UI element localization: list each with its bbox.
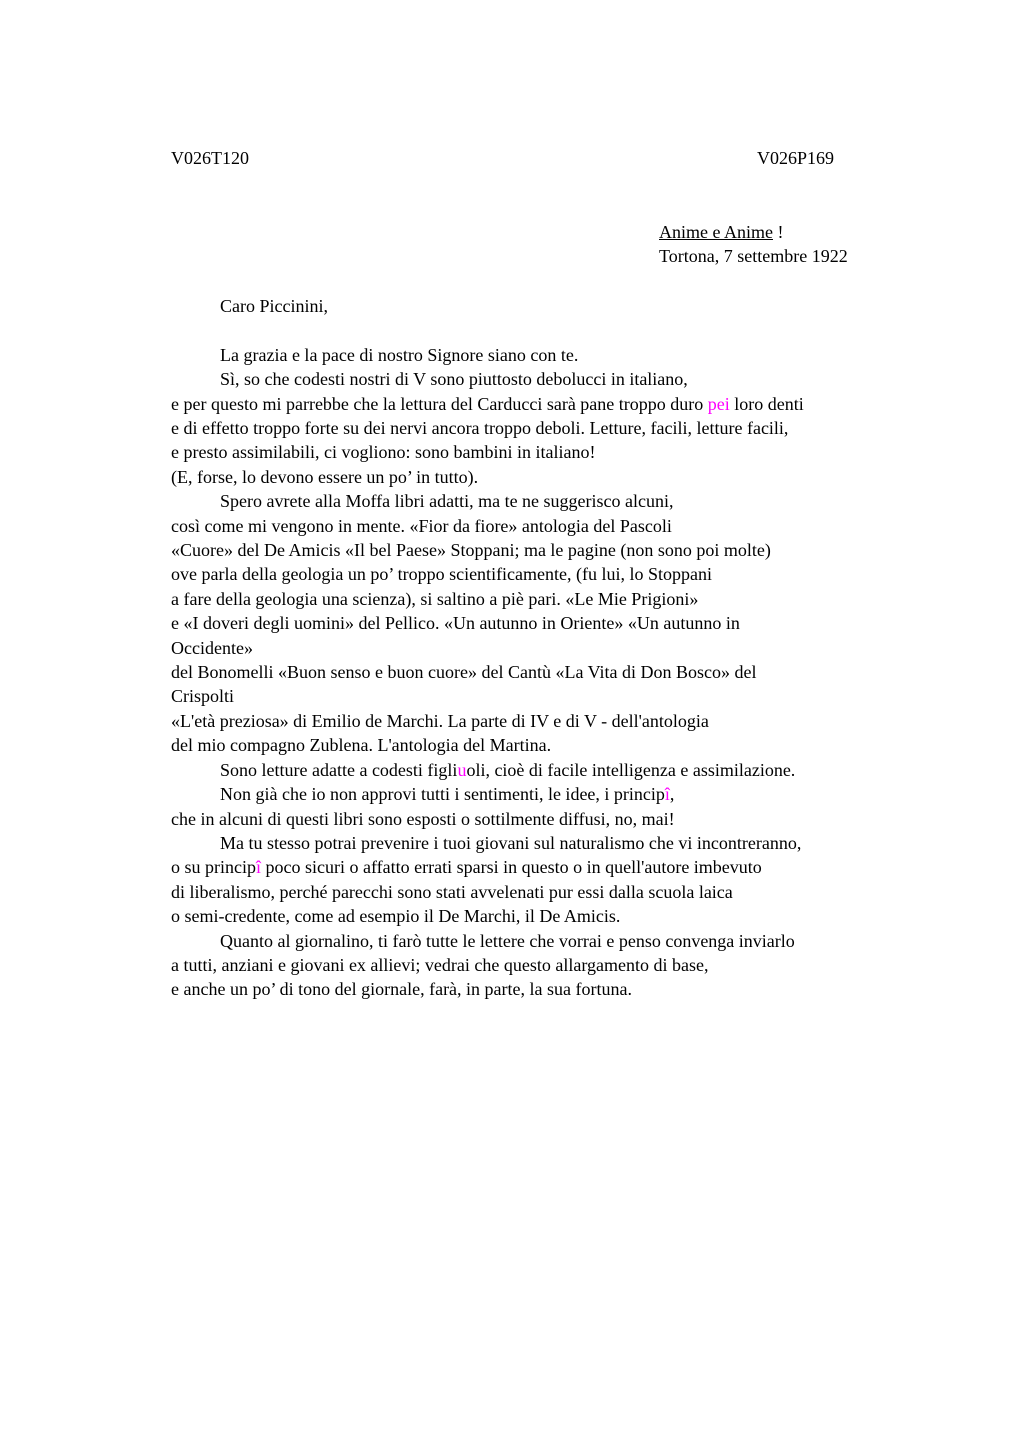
archive-code-right: V026P169 [757, 148, 835, 168]
text-line [171, 587, 911, 611]
text-line [171, 636, 911, 660]
text-line [171, 929, 911, 953]
text-fragment: poco sicuri o affatto errati sparsi in questo o in quell'autore imbevuto [261, 857, 762, 878]
text-fragment: loro denti [729, 393, 804, 414]
text-fragment: e per questo mi parrebbe che la lettura del Carducci sarà pane troppo duro [171, 393, 708, 414]
text-fragment: ove parla della geologia un po’ troppo scientificamente, (fu lui, lo Stoppani [171, 564, 713, 585]
text-fragment: Crispolti [171, 686, 235, 707]
text-line [171, 880, 911, 904]
highlighted-fragment: u [457, 759, 467, 780]
text-fragment: e presto assimilabili, ci vogliono: sono bambini in italiano! [171, 442, 596, 463]
text-fragment: Occidente» [171, 637, 253, 658]
highlighted-fragment: î [256, 857, 262, 878]
text-fragment: Sì, so che codesti nostri di V sono piuttosto debolucci in italiano, [220, 369, 688, 390]
letter-title-suffix: ! [772, 222, 784, 242]
text-line [171, 562, 911, 586]
text-fragment: che in alcuni di questi libri sono esposti o sottilmente diffusi, no, mai! [171, 808, 675, 829]
text-line [171, 465, 911, 489]
text-line [171, 392, 911, 416]
letter-title: Anime e Anime [659, 222, 773, 242]
text-line [171, 831, 911, 855]
text-fragment: «Cuore» del De Amicis «Il bel Paese» Stoppani; ma le pagine (non sono poi molte) [171, 540, 771, 561]
text-fragment: e «I doveri degli uomini» del Pellico. «Un autunno in Oriente» «Un autunno in [171, 613, 740, 634]
letter-heading [659, 220, 848, 268]
text-fragment: La grazia e la pace di nostro Signore siano con te. [220, 344, 579, 365]
text-fragment: a fare della geologia una scienza), si saltino a piè pari. «Le Mie Prigioni» [171, 588, 699, 609]
letter-lines [171, 343, 911, 1002]
text-line [171, 660, 911, 684]
text-line [171, 514, 911, 538]
text-fragment: (E, forse, lo devono essere un po’ in tutto). [171, 466, 479, 487]
text-line [171, 343, 911, 367]
text-line [171, 709, 911, 733]
text-line [171, 440, 911, 464]
text-fragment: Non già che io non approvi tutti i sentimenti, le idee, i princip [220, 784, 665, 805]
text-line [171, 758, 911, 782]
text-fragment: del Bonomelli «Buon senso e buon cuore» del Cantù «La Vita di Don Bosco» del [171, 662, 757, 683]
text-line [171, 904, 911, 928]
text-line [171, 367, 911, 391]
text-line [171, 611, 911, 635]
archive-code-left: V026T120 [171, 148, 249, 168]
text-line [171, 538, 911, 562]
text-fragment: Quanto al giornalino, ti farò tutte le lettere che vorrai e penso convenga inviarlo [220, 930, 795, 951]
text-fragment: oli, cioè di facile intelligenza e assimilazione. [466, 759, 796, 780]
text-fragment: e di effetto troppo forte su dei nervi ancora troppo deboli. Letture, facili, letture facili, [171, 418, 789, 439]
text-line [171, 953, 911, 977]
text-line [171, 782, 911, 806]
text-fragment: a tutti, anziani e giovani ex allievi; vedrai che questo allargamento di base, [171, 954, 709, 975]
paragraph-gap [171, 318, 911, 342]
text-line [171, 684, 911, 708]
text-fragment: , [669, 784, 675, 805]
text-fragment: di liberalismo, perché parecchi sono stati avvelenati pur essi dalla scuola laica [171, 881, 733, 902]
text-line [171, 489, 911, 513]
letter-title-line [659, 220, 848, 244]
text-line [171, 855, 911, 879]
text-fragment: o su princip [171, 857, 256, 878]
text-line [171, 977, 911, 1001]
text-fragment: o semi-credente, come ad esempio il De Marchi, il De Amicis. [171, 906, 621, 927]
text-fragment: Spero avrete alla Moffa libri adatti, ma te ne suggerisco alcuni, [220, 491, 674, 512]
text-fragment: «L'età preziosa» di Emilio de Marchi. La parte di IV e di V - dell'antologia [171, 710, 709, 731]
highlighted-fragment: î [664, 784, 670, 805]
text-fragment: e anche un po’ di tono del giornale, farà, in parte, la sua fortuna. [171, 979, 632, 1000]
letter-body [171, 294, 911, 1002]
text-fragment: Ma tu stesso potrai prevenire i tuoi giovani sul naturalismo che vi incontreranno, [220, 832, 802, 853]
text-fragment: così come mi vengono in mente. «Fior da fiore» antologia del Pascoli [171, 515, 672, 536]
text-line [171, 807, 911, 831]
text-line [171, 416, 911, 440]
text-fragment: Sono letture adatte a codesti figli [220, 759, 458, 780]
highlighted-fragment: pei [707, 393, 730, 414]
text-fragment: del mio compagno Zublena. L'antologia del Martina. [171, 735, 552, 756]
salutation: Caro Piccinini, [220, 296, 328, 316]
text-line [171, 733, 911, 757]
place-date: Tortona, 7 settembre 1922 [659, 246, 848, 266]
